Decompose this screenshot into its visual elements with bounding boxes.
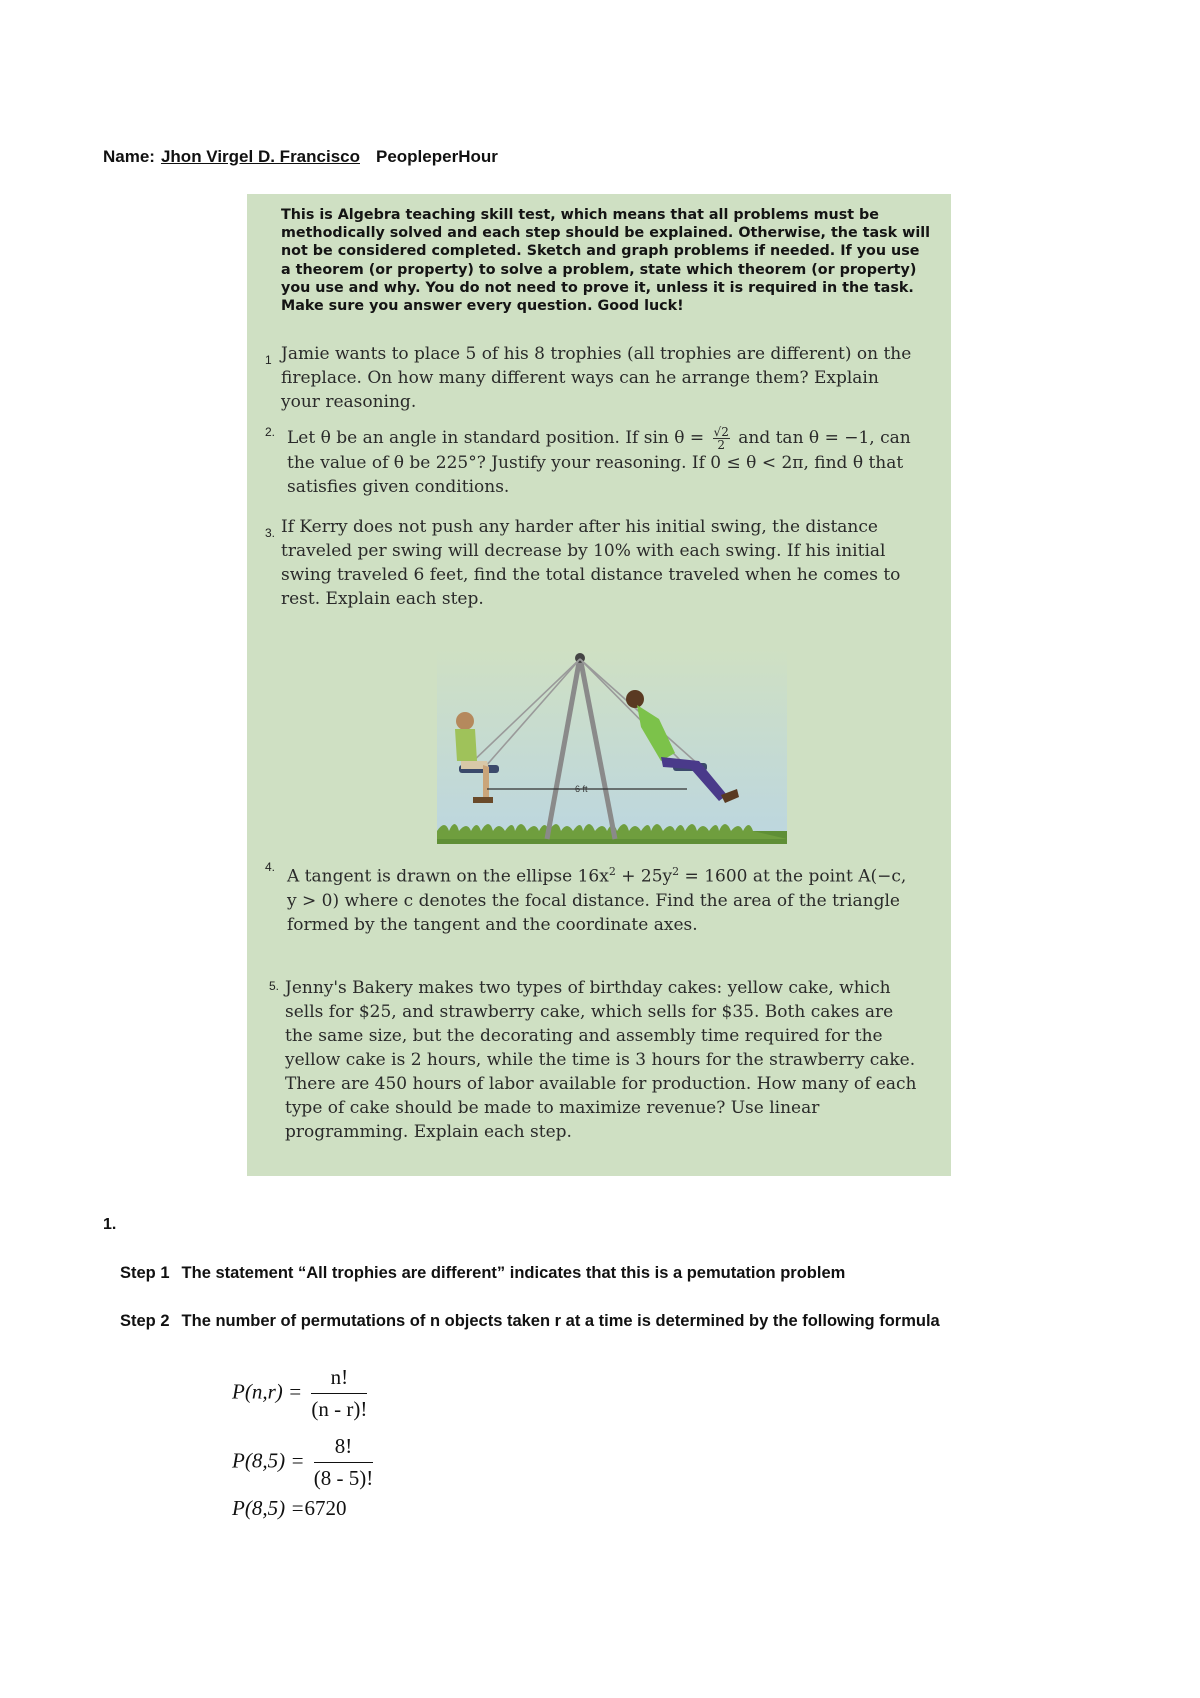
formula-result (232, 1496, 347, 1521)
name-value: Jhon Virgel D. Francisco (160, 147, 360, 166)
task-image (247, 194, 951, 1176)
formula-numerator: 8! (314, 1434, 373, 1463)
answer-step-2 (120, 1312, 940, 1331)
formula-lhs: P(8,5) = (232, 1448, 305, 1473)
formula-lhs: P(8,5) = (232, 1496, 305, 1520)
problem-text: If Kerry does not push any harder after his initial swing, the distance traveled per swing will decrease by 10% with each swing. If his initial swing traveled 6 feet, find the total distance traveled when he comes to rest. Explain each step. (281, 517, 901, 609)
document-header (103, 147, 498, 167)
problem-number: 4. (265, 860, 276, 874)
fraction-numerator: √2 (713, 425, 729, 439)
problem-text-part: and tan θ = −1, can the value of θ be 225°? Justify your reasoning. If 0 ≤ θ < 2π, find θ that satisfies given conditions. (287, 428, 911, 497)
formula-denominator: (8 - 5)! (313, 1466, 374, 1490)
step-label: Step 2 (120, 1312, 170, 1330)
formula-fraction (314, 1434, 373, 1491)
formula-lhs: P(n,r) = (232, 1379, 303, 1404)
step-label: Step 1 (120, 1264, 170, 1282)
answer-number: 1. (103, 1216, 117, 1233)
problem-text-part: = 1600 at the point A(−c, y > 0) where c denotes the focal distance. Find the area of the triangle formed by the tangent and the coordinate axes. (287, 866, 907, 935)
problem-text (287, 860, 921, 937)
formula-denominator: (n - r)! (311, 1397, 368, 1421)
formula-numerator: n! (311, 1365, 367, 1394)
step-text: The number of permutations of n objects taken r at a time is determined by the following formula (181, 1312, 940, 1330)
answer-step-1 (120, 1264, 845, 1283)
distance-label: 6 ft (575, 784, 588, 794)
formula-result-value: 6720 (304, 1496, 347, 1520)
problem-text-part: Let θ be an angle in standard position. If sin θ = (287, 428, 705, 448)
problem-text: Jenny's Bakery makes two types of birthday cakes: yellow cake, which sells for $25, and strawberry cake, which sells for $35. Both cakes are the same size, but the decorating and assembly time required for the yellow cake is 2 hours, while the time is 3 hours for the strawberry cake. There are 450 hours of labor available for production. How many of each type of cake should be made to maximize revenue? Use linear programming. Explain each step. (285, 978, 917, 1142)
problem-text-part: + 25y (615, 866, 673, 887)
problem-number: 3. (265, 526, 276, 540)
problem-text-part: A tangent is drawn on the ellipse 16x (287, 866, 609, 887)
problem-text (287, 426, 921, 499)
formula-substituted (232, 1434, 373, 1491)
problem-number: 5. (269, 979, 280, 993)
fraction-denominator: 2 (717, 438, 725, 452)
problem-number: 1 (265, 353, 272, 367)
step-text: The statement “All trophies are different” indicates that this is a pemutation problem (181, 1264, 846, 1282)
problem-text: Jamie wants to place 5 of his 8 trophies (all trophies are different) on the fireplace. On how many different ways can he arrange them? Explain your reasoning. (281, 344, 912, 412)
fraction (713, 426, 730, 451)
exponent: 2 (608, 865, 616, 878)
formula-fraction (311, 1365, 367, 1422)
problem-number: 2. (265, 425, 276, 439)
platform-name: PeopleperHour (376, 147, 498, 166)
task-instructions: This is Algebra teaching skill test, which means that all problems must be methodically solved and each step should be explained. Otherwise, the task will not be considered completed. Sketch and graph problems if needed. If you use a theorem (or property) to solve a problem, state which theorem (or property) you use and why. You do not need to prove it, unless it is required in the task. Make sure you answer every question. Good luck! (281, 207, 931, 315)
name-label: Name: (103, 147, 155, 166)
swing-illustration (437, 649, 787, 844)
exponent: 2 (672, 865, 680, 878)
formula-general (232, 1365, 367, 1422)
